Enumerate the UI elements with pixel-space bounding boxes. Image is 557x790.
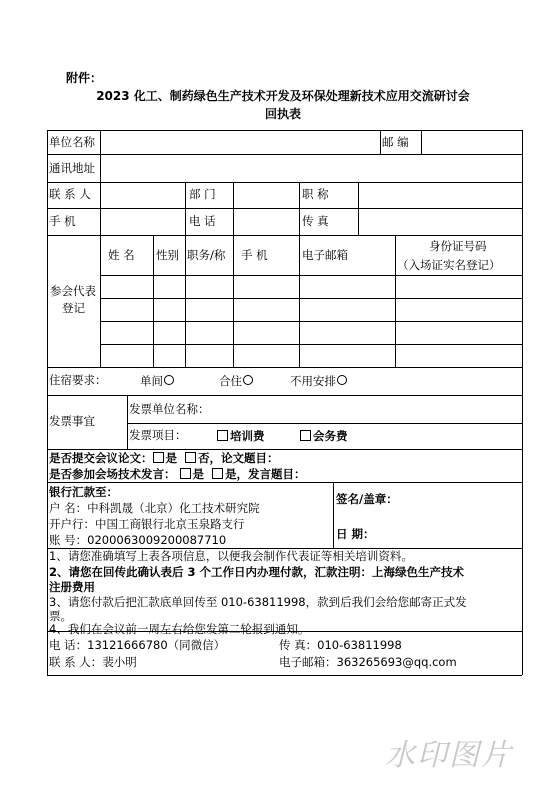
checkbox-icon[interactable]: [300, 430, 311, 441]
col-gender: 性别: [156, 248, 179, 262]
fax-field[interactable]: [359, 209, 521, 234]
lodging-label: 住宿要求：: [49, 373, 107, 387]
col-name: 姓 名: [108, 248, 135, 262]
radio-circle-icon[interactable]: [164, 375, 174, 385]
bank-branch: 开户行：中国工商银行北京玉泉路支行: [49, 517, 245, 531]
col-id-line1: 身份证号码: [429, 239, 487, 253]
speech-yes-label: 是: [192, 467, 205, 481]
position-field[interactable]: [359, 183, 521, 207]
contact-field[interactable]: [101, 183, 184, 207]
invoice-training-option[interactable]: [217, 430, 265, 443]
lodging-shared-label: 合住: [219, 374, 242, 388]
paper-question-row: [49, 452, 279, 465]
radio-circle-icon[interactable]: [337, 375, 347, 385]
invoice-meeting-option[interactable]: [300, 430, 348, 443]
paper-no-label: 否，论文题目：: [198, 451, 279, 465]
lodging-option-single[interactable]: [140, 375, 174, 388]
phone-label: 电 话: [189, 214, 216, 228]
invoice-label: 发票事宜: [49, 414, 95, 428]
contact-email-value: 363265693@qq.com: [336, 655, 457, 669]
unit-name-field[interactable]: [101, 131, 379, 153]
bank-label: 银行汇款至：: [49, 485, 118, 499]
date-label: 日 期：: [336, 527, 375, 541]
postcode-label: 邮 编: [382, 135, 409, 149]
checkbox-icon[interactable]: [185, 452, 196, 463]
note-2-line2: 注册费用: [49, 580, 95, 594]
sign-label: 签名/盖章：: [336, 492, 398, 506]
contact-fax-value: 010-63811998: [317, 638, 402, 652]
lodging-none-label: 不用安排: [290, 374, 336, 388]
col-mobile: 手 机: [241, 248, 268, 262]
checkbox-icon[interactable]: [217, 430, 228, 441]
contact-email-label: 电子邮箱：: [279, 655, 337, 669]
lodging-single-label: 单间: [140, 374, 163, 388]
invoice-unit-label: 发票单位名称：: [129, 402, 210, 416]
phone-field[interactable]: [234, 209, 298, 234]
form-subtitle: 回执表: [264, 107, 301, 121]
contact-person: [49, 657, 137, 669]
paper-question: 是否提交会议论文：: [49, 451, 153, 465]
watermark: 水印图片: [385, 738, 513, 773]
receipt-form-table: [47, 130, 522, 675]
checkbox-icon[interactable]: [153, 452, 164, 463]
contact-phone: [49, 640, 225, 652]
contact-person-value: 裴小明: [102, 655, 137, 669]
note-3-line1: 3、请您付款后把汇款底单回传至 010-63811998，款到后我们会给您邮寄正式发: [49, 595, 467, 609]
bank-account-name: 户 名：中科凯晟（北京）化工技术研究院: [49, 501, 260, 515]
speech-question: 是否参加会场技术发言：: [49, 467, 176, 481]
paper-yes-label: 是: [165, 451, 177, 465]
position-label: 职 称: [302, 187, 329, 201]
address-field[interactable]: [101, 155, 521, 181]
radio-circle-icon[interactable]: [243, 375, 253, 385]
note-1: 1、请您准确填写上表各项信息，以便我会制作代表证等相关培训资料。: [49, 549, 413, 563]
checkbox-icon[interactable]: [180, 468, 191, 479]
speech-question-row: [49, 468, 306, 481]
contact-fax-label: 传 真：: [279, 638, 318, 652]
dept-field[interactable]: [234, 183, 298, 207]
unit-name-label: 单位名称: [49, 135, 95, 149]
address-label: 通讯地址: [49, 161, 95, 175]
note-2-line1: 2、请您在回传此确认表后 3 个工作日内办理付款，汇款注明：上海绿色生产技术: [49, 565, 465, 579]
invoice-items-label: 发票项目：: [129, 428, 187, 442]
contact-label: 联 系 人: [49, 187, 91, 201]
col-job: 职务/称: [187, 248, 226, 262]
invoice-unit-field[interactable]: [217, 396, 521, 422]
attachment-label: 附件：: [66, 71, 103, 85]
invoice-training-label: 培训费: [230, 429, 265, 443]
contact-fax: [279, 640, 402, 652]
contact-phone-label: 电 话：: [49, 638, 88, 652]
bank-number: 账 号：0200063009200087710: [49, 533, 227, 547]
fax-label: 传 真: [302, 214, 329, 228]
contact-phone-value: 13121666780（同微信）: [87, 638, 226, 652]
mobile-label: 手 机: [49, 214, 76, 228]
contact-email: [279, 657, 457, 669]
form-title: 2023 化工、制药绿色生产技术开发及环保处理新技术应用交流研讨会: [96, 89, 470, 103]
col-id-line2: （入场证实名登记）: [397, 258, 501, 272]
dept-label: 部 门: [189, 187, 216, 201]
note-4: 4、我们在会议前一周左右给您发第二轮报到通知。: [49, 622, 310, 636]
invoice-meeting-label: 会务费: [313, 429, 348, 443]
mobile-field[interactable]: [101, 209, 184, 234]
note-3-line2: 票。: [49, 609, 72, 623]
lodging-option-shared[interactable]: [219, 375, 253, 388]
col-email: 电子邮箱: [302, 248, 348, 262]
attendees-label-line2: 登记: [62, 301, 85, 315]
lodging-option-none[interactable]: [290, 375, 347, 388]
contact-person-label: 联 系 人：: [49, 655, 103, 669]
attendees-label-line1: 参会代表: [50, 284, 96, 298]
checkbox-icon[interactable]: [212, 468, 223, 479]
speech-no-label: 是，发言题目：: [225, 467, 306, 481]
postcode-field[interactable]: [422, 131, 521, 153]
